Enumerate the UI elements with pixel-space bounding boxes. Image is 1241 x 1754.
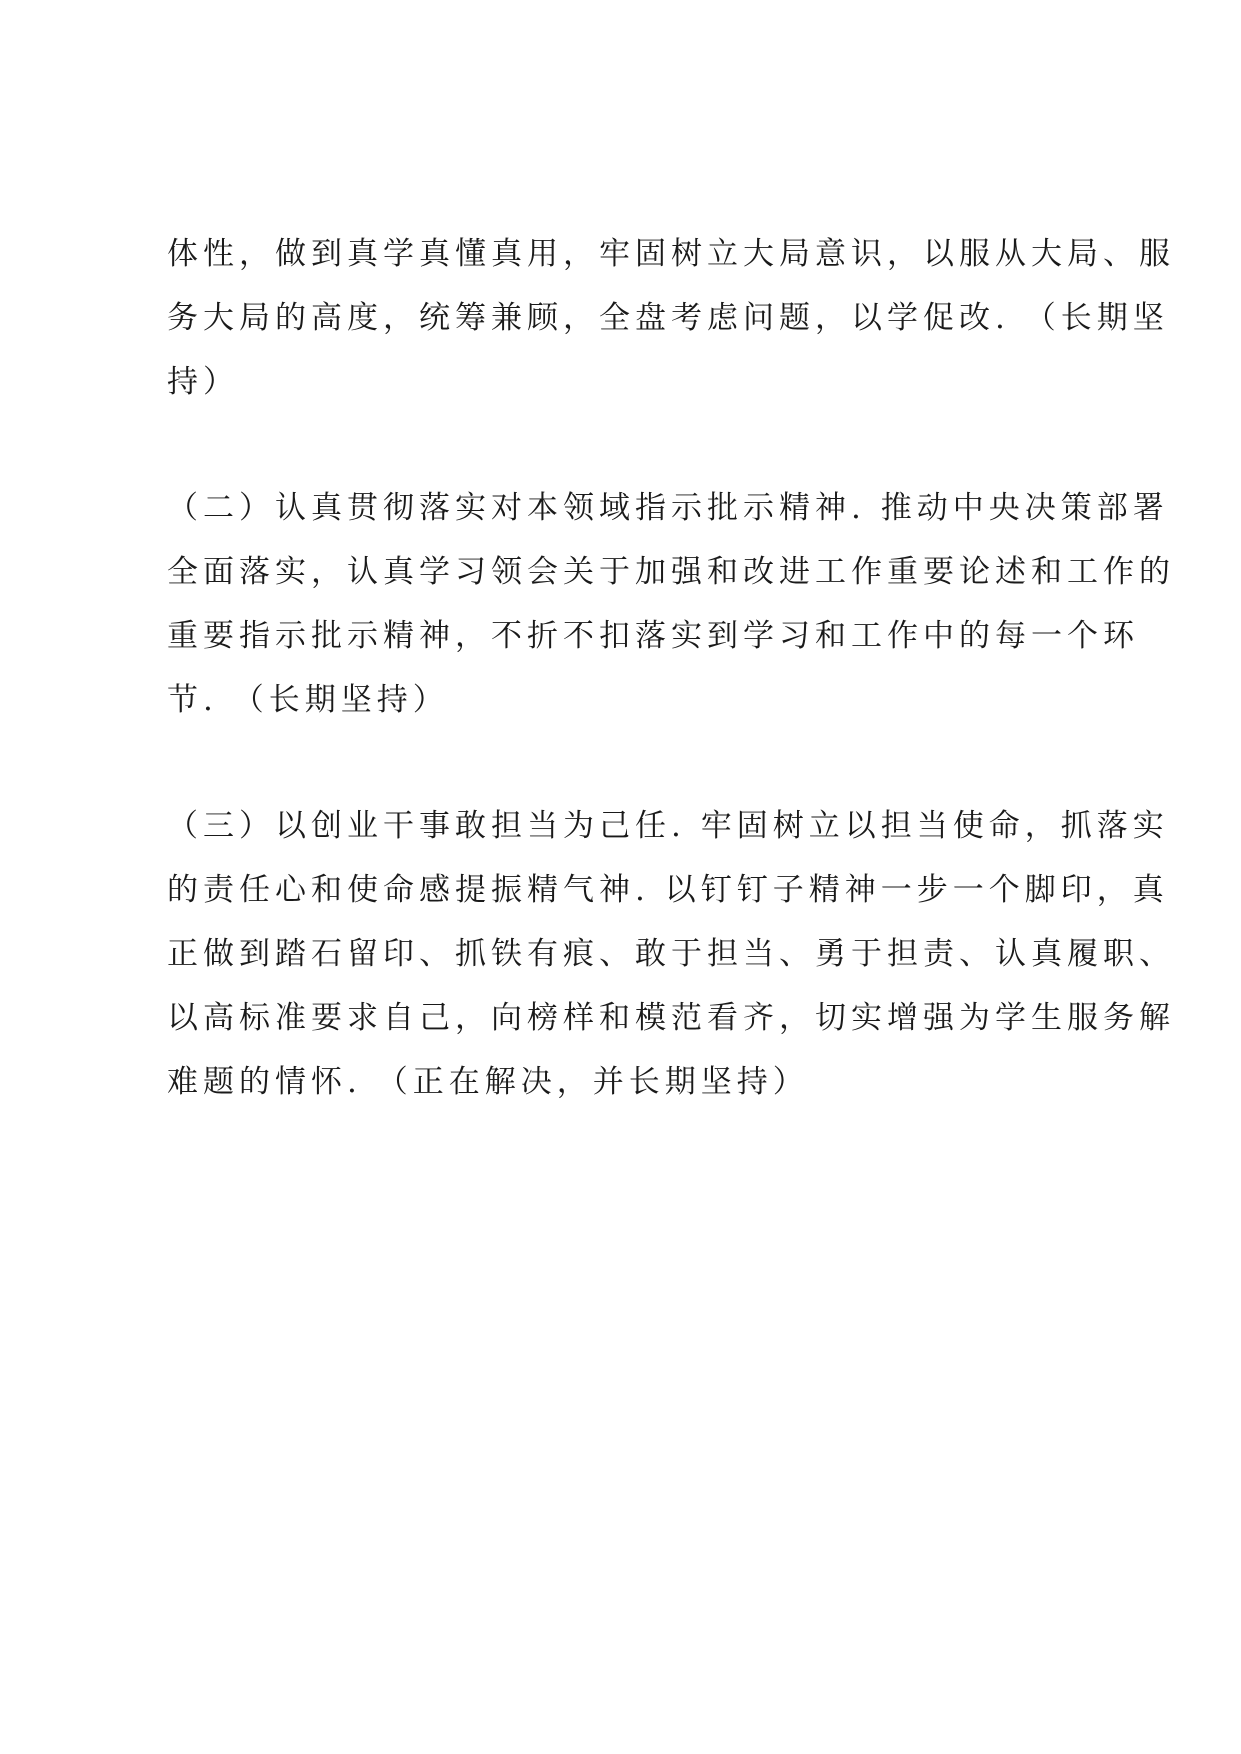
- paragraph-spacer: [167, 414, 1097, 476]
- document-body: [167, 222, 1175, 1114]
- paragraph-continuation: [167, 222, 1175, 414]
- text-line: 正做到踏石留印、抓铁有痕、敢于担当、勇于担责、认真履职、: [167, 936, 1175, 972]
- paragraph-spacer: [167, 732, 1097, 794]
- text-line: 全面落实，认真学习领会关于加强和改进工作重要论述和工作的: [167, 554, 1175, 590]
- text-line: 以高标准要求自己，向榜样和模范看齐，切实增强为学生服务解: [167, 1000, 1175, 1036]
- text-line: 持）: [167, 364, 239, 400]
- paragraph-item-2: [167, 476, 1175, 732]
- text-line: 难题的情怀. （正在解决，并长期坚持）: [167, 1064, 809, 1100]
- text-line: 重要指示批示精神，不折不扣落实到学习和工作中的每一个环: [167, 618, 1139, 654]
- text-line: 务大局的高度，统筹兼顾，全盘考虑问题，以学促改. （长期坚: [167, 300, 1169, 336]
- text-line: 节. （长期坚持）: [167, 682, 449, 718]
- text-line: （二）认真贯彻落实对本领域指示批示精神. 推动中央决策部署: [167, 490, 1169, 526]
- text-line: 的责任心和使命感提振精气神. 以钉钉子精神一步一个脚印，真: [167, 872, 1169, 908]
- text-line: 体性，做到真学真懂真用，牢固树立大局意识，以服从大局、服: [167, 236, 1175, 272]
- paragraph-item-3: [167, 794, 1175, 1114]
- text-line: （三）以创业干事敢担当为己任. 牢固树立以担当使命，抓落实: [167, 808, 1169, 844]
